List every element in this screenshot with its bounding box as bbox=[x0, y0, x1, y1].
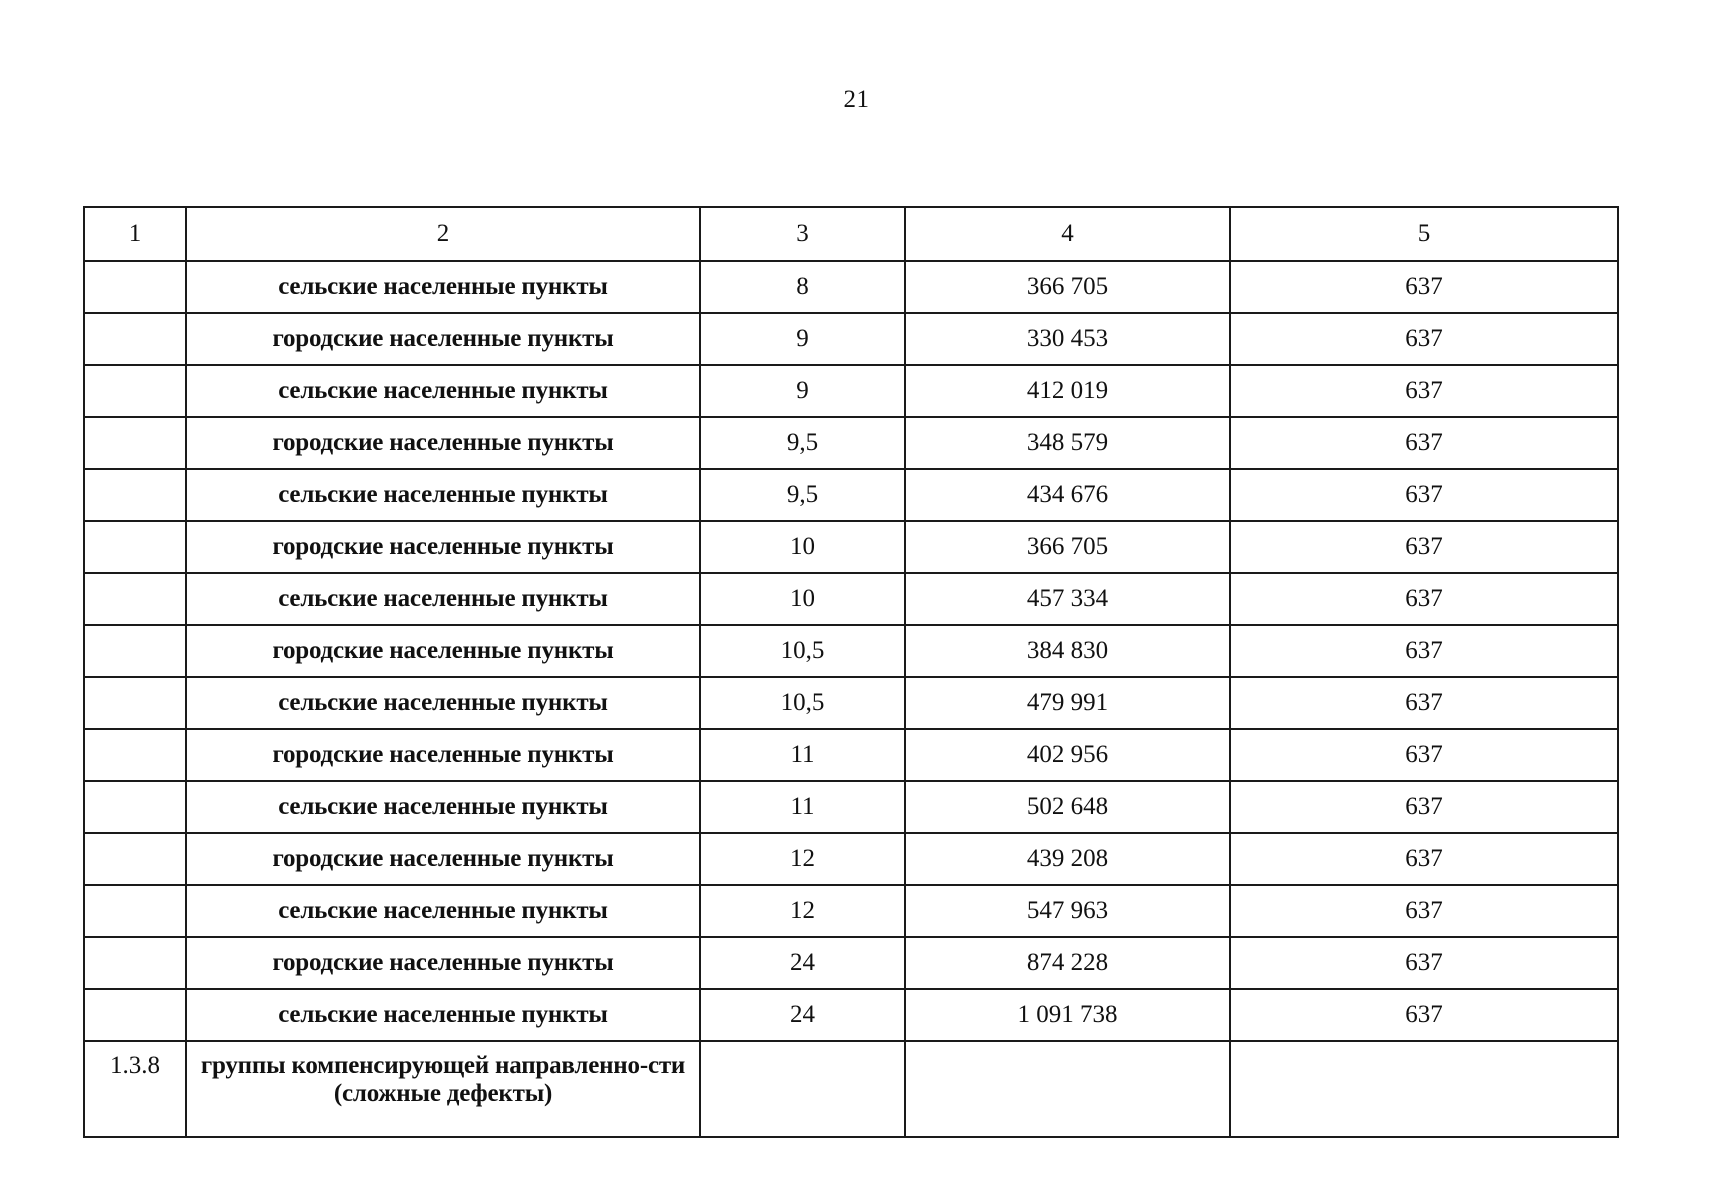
col4-value-cell: 402 956 bbox=[905, 729, 1230, 781]
col3-value-cell bbox=[700, 1041, 905, 1137]
col3-value-cell: 9,5 bbox=[700, 469, 905, 521]
row-number-cell bbox=[84, 833, 186, 885]
col5-value-cell: 637 bbox=[1230, 573, 1618, 625]
col4-value-cell: 384 830 bbox=[905, 625, 1230, 677]
row-number-cell bbox=[84, 573, 186, 625]
col3-value-cell: 9 bbox=[700, 365, 905, 417]
row-number-cell bbox=[84, 989, 186, 1041]
col3-value-cell: 10,5 bbox=[700, 677, 905, 729]
row-number-cell bbox=[84, 469, 186, 521]
col3-value-cell: 12 bbox=[700, 885, 905, 937]
col4-value-cell: 502 648 bbox=[905, 781, 1230, 833]
row-number-cell bbox=[84, 937, 186, 989]
col5-value-cell: 637 bbox=[1230, 313, 1618, 365]
col4-value-cell: 874 228 bbox=[905, 937, 1230, 989]
col5-value-cell bbox=[1230, 1041, 1618, 1137]
col3-value-cell: 10 bbox=[700, 521, 905, 573]
col4-value-cell: 457 334 bbox=[905, 573, 1230, 625]
col3-value-cell: 9,5 bbox=[700, 417, 905, 469]
table-body bbox=[84, 207, 1618, 1137]
row-name-cell: городские населенные пункты bbox=[186, 729, 700, 781]
row-name-cell: городские населенные пункты bbox=[186, 625, 700, 677]
row-number-cell: 1.3.8 bbox=[84, 1041, 186, 1137]
row-name-cell: городские населенные пункты bbox=[186, 521, 700, 573]
col4-value-cell: 547 963 bbox=[905, 885, 1230, 937]
col3-value-cell: 9 bbox=[700, 313, 905, 365]
table-row bbox=[84, 1041, 1618, 1137]
col5-value-cell: 637 bbox=[1230, 261, 1618, 313]
row-number-cell bbox=[84, 521, 186, 573]
row-name-cell: городские населенные пункты bbox=[186, 937, 700, 989]
row-number-cell bbox=[84, 313, 186, 365]
row-number-cell bbox=[84, 261, 186, 313]
table-row bbox=[84, 521, 1618, 573]
row-name-cell: городские населенные пункты bbox=[186, 833, 700, 885]
table-row bbox=[84, 677, 1618, 729]
row-number-cell bbox=[84, 677, 186, 729]
col5-value-cell: 637 bbox=[1230, 781, 1618, 833]
column-header-1: 1 bbox=[84, 207, 186, 261]
col4-value-cell: 1 091 738 bbox=[905, 989, 1230, 1041]
table-row bbox=[84, 781, 1618, 833]
row-name-cell: сельские населенные пункты bbox=[186, 261, 700, 313]
row-number-cell bbox=[84, 365, 186, 417]
col5-value-cell: 637 bbox=[1230, 833, 1618, 885]
column-header-2: 2 bbox=[186, 207, 700, 261]
table-row bbox=[84, 417, 1618, 469]
col5-value-cell: 637 bbox=[1230, 885, 1618, 937]
row-number-cell bbox=[84, 729, 186, 781]
col5-value-cell: 637 bbox=[1230, 365, 1618, 417]
row-name-cell: сельские населенные пункты bbox=[186, 469, 700, 521]
row-name-cell: сельские населенные пункты bbox=[186, 677, 700, 729]
col5-value-cell: 637 bbox=[1230, 417, 1618, 469]
row-number-cell bbox=[84, 625, 186, 677]
column-header-3: 3 bbox=[700, 207, 905, 261]
col4-value-cell: 366 705 bbox=[905, 521, 1230, 573]
row-name-cell: сельские населенные пункты bbox=[186, 885, 700, 937]
table-row bbox=[84, 625, 1618, 677]
col4-value-cell bbox=[905, 1041, 1230, 1137]
table-row bbox=[84, 833, 1618, 885]
header-row bbox=[84, 207, 1618, 261]
col5-value-cell: 637 bbox=[1230, 469, 1618, 521]
col5-value-cell: 637 bbox=[1230, 677, 1618, 729]
row-name-cell: городские населенные пункты bbox=[186, 417, 700, 469]
col3-value-cell: 8 bbox=[700, 261, 905, 313]
row-name-cell: сельские населенные пункты bbox=[186, 989, 700, 1041]
row-name-cell: сельские населенные пункты bbox=[186, 573, 700, 625]
col3-value-cell: 10 bbox=[700, 573, 905, 625]
col3-value-cell: 24 bbox=[700, 989, 905, 1041]
col4-value-cell: 439 208 bbox=[905, 833, 1230, 885]
col5-value-cell: 637 bbox=[1230, 521, 1618, 573]
column-header-4: 4 bbox=[905, 207, 1230, 261]
col4-value-cell: 348 579 bbox=[905, 417, 1230, 469]
row-number-cell bbox=[84, 885, 186, 937]
col3-value-cell: 11 bbox=[700, 781, 905, 833]
table-row bbox=[84, 573, 1618, 625]
table-row bbox=[84, 989, 1618, 1041]
col5-value-cell: 637 bbox=[1230, 989, 1618, 1041]
col4-value-cell: 479 991 bbox=[905, 677, 1230, 729]
page-number: 21 bbox=[843, 86, 870, 113]
col3-value-cell: 12 bbox=[700, 833, 905, 885]
table-row bbox=[84, 261, 1618, 313]
tariff-table bbox=[83, 206, 1619, 1138]
row-number-cell bbox=[84, 781, 186, 833]
table-row bbox=[84, 729, 1618, 781]
table-row bbox=[84, 469, 1618, 521]
row-name-cell: городские населенные пункты bbox=[186, 313, 700, 365]
col4-value-cell: 330 453 bbox=[905, 313, 1230, 365]
col3-value-cell: 24 bbox=[700, 937, 905, 989]
table-row bbox=[84, 313, 1618, 365]
row-number-cell bbox=[84, 417, 186, 469]
col3-value-cell: 11 bbox=[700, 729, 905, 781]
col5-value-cell: 637 bbox=[1230, 729, 1618, 781]
col3-value-cell: 10,5 bbox=[700, 625, 905, 677]
col5-value-cell: 637 bbox=[1230, 937, 1618, 989]
row-name-cell: сельские населенные пункты bbox=[186, 365, 700, 417]
col4-value-cell: 412 019 bbox=[905, 365, 1230, 417]
row-name-cell: группы компенсирующей направленно-сти (сложные дефекты) bbox=[186, 1041, 700, 1137]
table-row bbox=[84, 937, 1618, 989]
table-row bbox=[84, 365, 1618, 417]
table-row bbox=[84, 885, 1618, 937]
column-header-5: 5 bbox=[1230, 207, 1618, 261]
col5-value-cell: 637 bbox=[1230, 625, 1618, 677]
row-name-cell: сельские населенные пункты bbox=[186, 781, 700, 833]
col4-value-cell: 434 676 bbox=[905, 469, 1230, 521]
col4-value-cell: 366 705 bbox=[905, 261, 1230, 313]
